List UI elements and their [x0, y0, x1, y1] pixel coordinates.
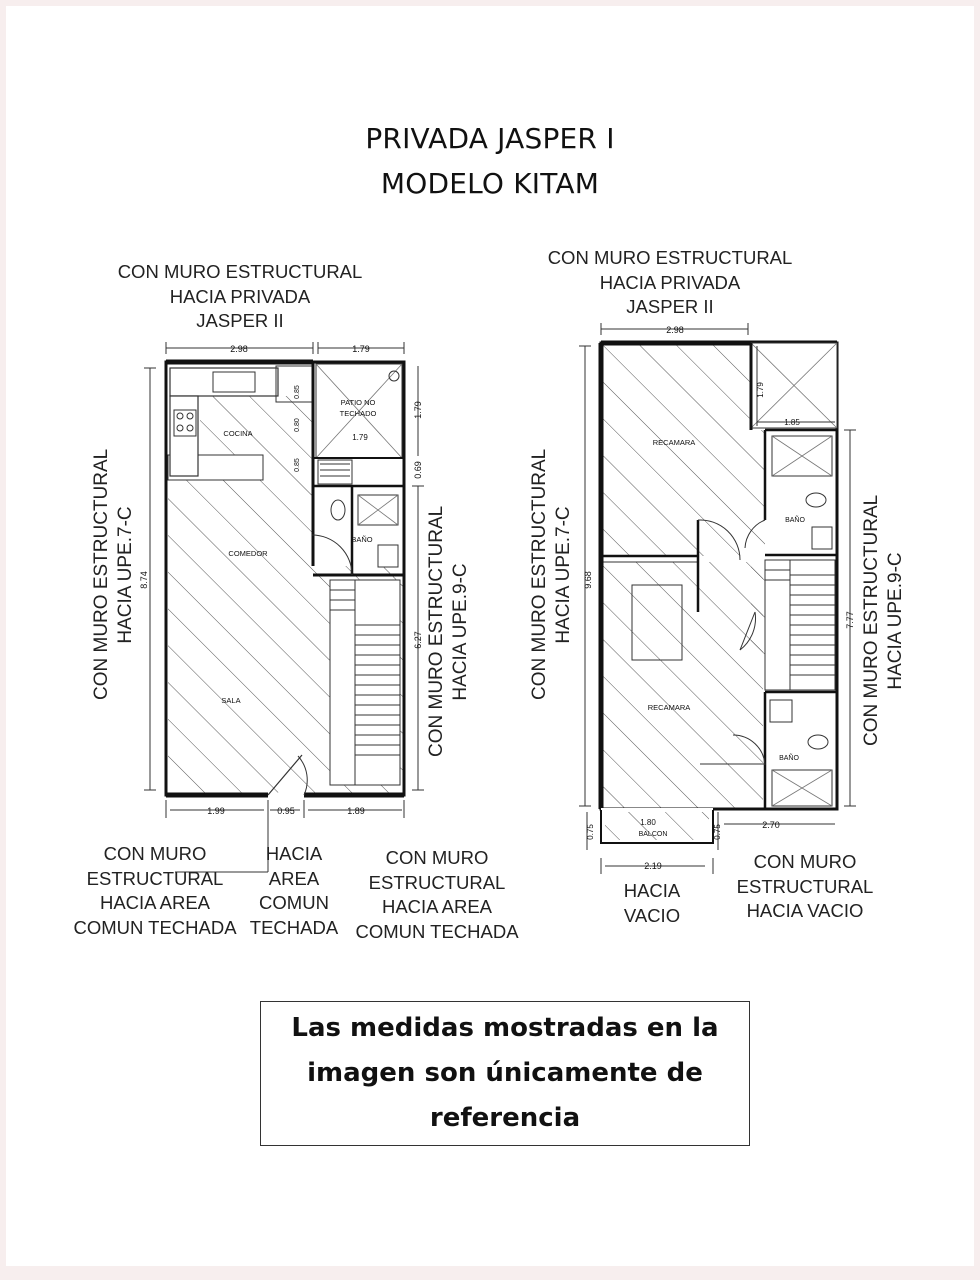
pa-top-note: CON MURO ESTRUCTURAL HACIA PRIVADA JASPER II — [547, 247, 793, 317]
pb-room-sala: SALA — [221, 696, 241, 705]
disclaimer-box — [260, 1001, 750, 1146]
pb-room-patio-2: TECHADO — [339, 409, 377, 418]
pa-washbasin-2 — [770, 700, 792, 722]
pa-washbasin-1 — [812, 527, 832, 549]
pb-bottom-right-note: CON MURO ESTRUCTURAL HACIA AREA COMUN TECHADA — [355, 847, 519, 942]
pb-dim-patio-width: 1.79 — [352, 433, 368, 442]
pb-dim-kitchen-a: 0.85 — [294, 385, 301, 399]
pa-dim-balcon-left: 0.75 — [586, 824, 595, 840]
pb-right-note: CON MURO ESTRUCTURAL HACIA UPE.9-C — [426, 505, 471, 757]
pb-bottom-left-note: CON MURO ESTRUCTURAL HACIA AREA COMUN TECHADA — [73, 843, 237, 938]
pa-recamara-2-hatch — [603, 562, 763, 808]
pa-dim-left-total: 9.68 — [583, 571, 593, 589]
pa-room-balcon: BALCON — [638, 831, 668, 838]
pa-bottom-right-note: CON MURO ESTRUCTURAL HACIA VACIO — [736, 851, 874, 921]
pb-dim-right-total: 6.27 — [413, 631, 423, 649]
pa-bottom-center-note: HACIA VACIO — [623, 880, 681, 926]
pb-room-bano: BAÑO — [351, 535, 373, 544]
pb-dim-bottom-right: 1.89 — [347, 806, 365, 816]
pa-dim-void-height: 1.79 — [756, 382, 765, 398]
pb-dim-bottom-left: 1.99 — [207, 806, 225, 816]
pa-dim-top-main: 2.98 — [666, 325, 684, 335]
pb-dim-left-total: 8.74 — [139, 571, 149, 589]
pb-dim-kitchen-c: 0.85 — [294, 458, 301, 472]
pb-dim-kitchen-b: 0.80 — [294, 418, 301, 432]
planta-baja — [139, 342, 424, 872]
plan-subtitle: MODELO KITAM — [380, 167, 600, 200]
pa-dim-bottom-right: 2.70 — [762, 820, 780, 830]
pb-toilet — [331, 500, 345, 520]
pb-left-note: CON MURO ESTRUCTURAL HACIA UPE.7-C — [91, 448, 136, 700]
pb-dim-right-small: 0.69 — [413, 461, 423, 479]
pa-dim-balcon-width: 1.80 — [640, 818, 656, 827]
pb-dim-top-patio: 1.79 — [352, 344, 370, 354]
planta-alta — [579, 323, 856, 874]
pa-left-note: CON MURO ESTRUCTURAL HACIA UPE.7-C — [529, 448, 574, 700]
pa-dim-void-width: 1.85 — [784, 418, 800, 427]
pa-room-recamara-2: RECAMARA — [647, 703, 691, 712]
pb-dim-top-main: 2.98 — [230, 344, 248, 354]
pb-sala-comedor-hatch — [168, 480, 313, 794]
pb-stairs — [330, 580, 400, 785]
pa-dim-balcon-right: 0.75 — [713, 824, 722, 840]
pa-dim-balcon-bottom: 2.19 — [644, 861, 662, 871]
pb-bottom-center-note: HACIA AREA COMUN TECHADA — [249, 843, 339, 938]
pa-dim-right-total: 7.77 — [845, 611, 855, 629]
pa-right-note: CON MURO ESTRUCTURAL HACIA UPE.9-C — [861, 494, 906, 746]
pb-room-comedor: COMEDOR — [228, 549, 268, 558]
pa-toilet-2 — [808, 735, 828, 749]
pa-room-recamara-1: RECAMARA — [652, 438, 696, 447]
disclaimer-text: Las medidas mostradas en la imagen son únicamente de referencia — [291, 1013, 719, 1133]
pa-toilet-1 — [806, 493, 826, 507]
pb-washbasin — [378, 545, 398, 567]
pb-top-note: CON MURO ESTRUCTURAL HACIA PRIVADA JASPER II — [117, 261, 363, 331]
plan-title: PRIVADA JASPER I — [365, 122, 615, 155]
pa-room-bano-2: BAÑO — [779, 755, 799, 762]
pb-dim-patio-height: 1.79 — [413, 401, 423, 419]
pa-recamara-1-hatch — [603, 344, 751, 556]
pb-dim-bottom-door: 0.95 — [277, 806, 295, 816]
pb-room-cocina: COCINA — [223, 429, 253, 438]
pa-room-bano-1: BAÑO — [785, 517, 805, 524]
pb-room-patio-1: PATIO NO — [340, 398, 376, 407]
